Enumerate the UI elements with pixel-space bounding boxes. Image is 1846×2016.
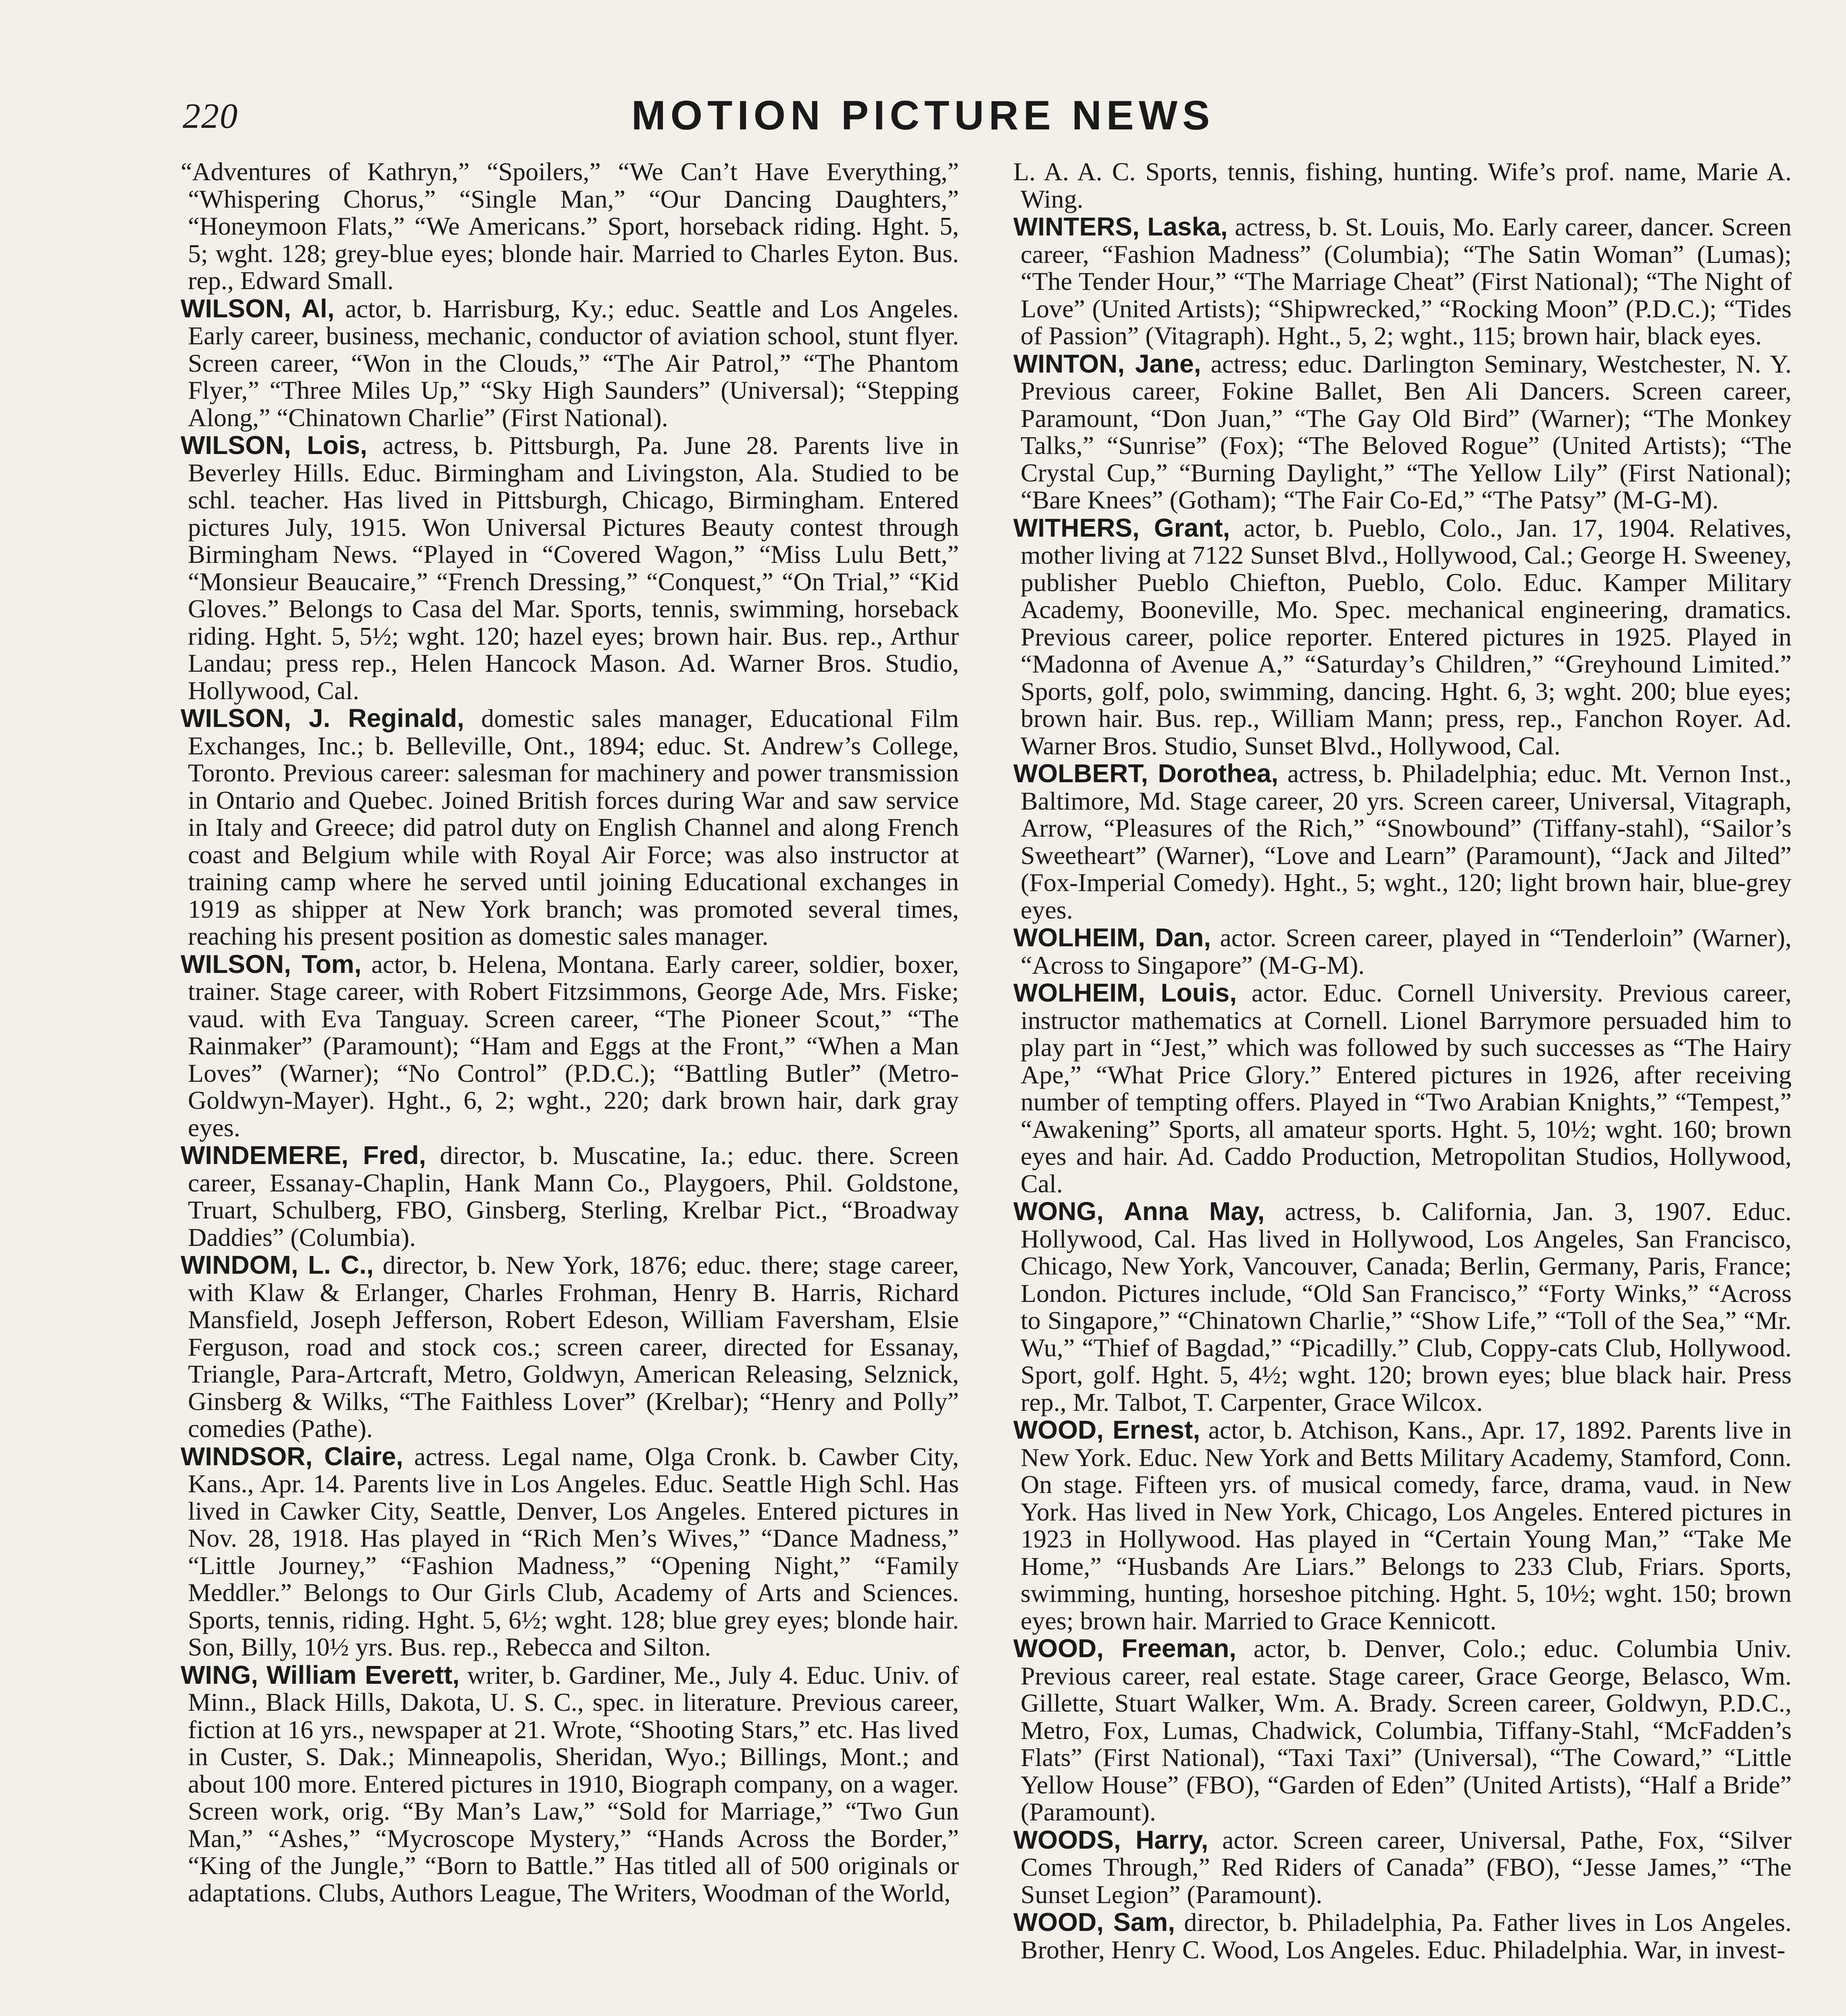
entry-name: WOOD, Sam, (1013, 1908, 1175, 1937)
entry-name: WONG, Anna May, (1013, 1197, 1265, 1226)
entry-name: WINTON, Jane, (1013, 349, 1201, 378)
directory-entry (1013, 924, 1792, 979)
entry-text: actress, b. California, Jan. 3, 1907. Educ. Hollywood, Cal. Has lived in Hollywood, Los Angeles, San Francisco, Chicago, New York, Vancouver, Canada; Berlin, Germany, Paris, France; London. Pictures include, “Old San Francisco,” “Forty Winks,” “Across to Singapore,” “Chinatown Charlie,” “Show Life,” “Toll of the Sea,” “Mr. Wu,” “Thief of Bagdad,” “Picadilly.” Club, Coppy-cats Club, Hollywood. Sport, golf. Hght. 5, 4½; wght. 120; brown eyes; blue black hair. Press rep., Mr. Talbot, T. Carpenter, Grace Wilcox. (1021, 1197, 1792, 1416)
entry-name: WILSON, J. Reginald, (181, 704, 465, 733)
entry-name: WOLBERT, Dorothea, (1013, 759, 1279, 788)
entry-text: actor. Screen career, played in “Tenderloin” (Warner), “Across to Singapore” (M-G-M). (1021, 923, 1792, 979)
entry-text: actress, b. St. Louis, Mo. Early career, dancer. Screen career, “Fashion Madness” (Columbia); “The Satin Woman” (Lumas); “The Tender Hour,” “The Marriage Cheat” (First National); “The Night of Love” (United Artists); “Shipwrecked,” “Rocking Moon” (P.D.C.); “Tides of Passion” (Vitagraph). Hght., 5, 2; wght., 115; brown hair, black eyes. (1021, 212, 1792, 350)
left-column (181, 158, 959, 1906)
directory-entry (1013, 213, 1792, 350)
entry-name: WINDOM, L. C., (181, 1250, 374, 1279)
entry-text: actor, b. Helena, Montana. Early career, soldier, boxer, trainer. Stage career, with Robert Fitzsimmons, George Ade, Mrs. Fiske; vaud. with Eva Tanguay. Screen career, “The Pioneer Scout,” “The Rainmaker” (Paramount); “Ham and Eggs at the Front,” “When a Man Loves” (Warner); “No Control” (P.D.C.); “Battling Butler” (Metro-Goldwyn-Mayer). Hght., 6, 2; wght., 220; dark brown hair, dark gray eyes. (188, 950, 959, 1142)
entry-text: director, b. New York, 1876; educ. there; stage career, with Klaw & Erlanger, Charles Frohman, Henry B. Harris, Richard Mansfield, Joseph Jefferson, Robert Edeson, William Faversham, Elsie Ferguson, road and stock cos.; screen career, directed for Essanay, Triangle, Para-Artcraft, Metro, Goldwyn, American Releasing, Selznick, Ginsberg & Wilks, “The Faithless Lover” (Krelbar); “Henry and Polly” comedies (Pathe). (188, 1251, 959, 1443)
entry-name: WILSON, Lois, (181, 431, 367, 460)
directory-entry (181, 1662, 959, 1907)
entry-text: actor, b. Pueblo, Colo., Jan. 17, 1904. Relatives, mother living at 7122 Sunset Blvd., Hollywood, Cal.; George H. Sweeney, publisher Pueblo Chiefton, Pueblo, Colo. Educ. Kamper Military Academy, Booneville, Mo. Spec. mechanical engineering, dramatics. Previous career, police reporter. Entered pictures in 1925. Played in “Madonna of Avenue A,” “Saturday’s Children,” “Greyhound Limited.” Sports, golf, polo, swimming, dancing. Hght. 6, 3; wght. 200; blue eyes; brown hair. Bus. rep., William Mann; press, rep., Fanchon Royer. Ad. Warner Bros. Studio, Sunset Blvd., Hollywood, Cal. (1021, 513, 1792, 760)
entry-name: WILSON, Al, (181, 294, 335, 323)
entry-text: domestic sales manager, Educational Film Exchanges, Inc.; b. Belleville, Ont., 1894; educ. St. Andrew’s College, Toronto. Previous career: salesman for machinery and power transmission in Ontario and Quebec. Joined British forces during War and saw service in Italy and Greece; did patrol duty on English Channel and along French coast and Belgium while with Royal Air Force; was also instructor at training camp where he served until joining Educational exchanges in 1919 as shipper at New York branch; was promoted several times, reaching his present position as domestic sales manager. (188, 704, 959, 950)
entry-text: actress; educ. Darlington Seminary, Westchester, N. Y. Previous career, Fokine Ballet, Ben Ali Dancers. Screen career, Paramount, “Don Juan,” “The Gay Old Bird” (Warner); “The Monkey Talks,” “Sunrise” (Fox); “The Beloved Rogue” (United Artists); “The Crystal Cup,” “Burning Daylight,” “The Yellow Lily” (First National); “Bare Knees” (Gotham); “The Fair Co-Ed,” “The Patsy” (M-G-M). (1021, 349, 1792, 514)
directory-entry (1013, 1198, 1792, 1416)
directory-entry (181, 1252, 959, 1442)
entry-text: L. A. A. C. Sports, tennis, fishing, hunting. Wife’s prof. name, Marie A. Wing. (1013, 157, 1792, 213)
directory-entry (1013, 350, 1792, 514)
entry-text: actor. Educ. Cornell University. Previous career, instructor mathematics at Cornell. Lionel Barrymore persuaded him to play part in “Jest,” which was followed by such successes as “The Hairy Ape,” “What Price Glory.” Entered pictures in 1926, after receiving number of tempting offers. Played in “Two Arabian Knights,” “Tempest,” “Awakening” Sports, all amateur sports. Hght. 5, 10½; wght. 160; brown eyes and hair. Ad. Caddo Production, Metropolitan Studios, Hollywood, Cal. (1021, 979, 1792, 1198)
directory-entry (1013, 1826, 1792, 1908)
entry-name: WILSON, Tom, (181, 949, 362, 979)
entry-name: WOOD, Ernest, (1013, 1415, 1200, 1444)
entry-name: WINTERS, Laska, (1013, 212, 1228, 241)
directory-entry (1013, 514, 1792, 760)
entry-text: actor, b. Atchison, Kans., Apr. 17, 1892. Parents live in New York. Educ. New York and Betts Military Academy, Stamford, Conn. On stage. Fifteen yrs. of musical comedy, farce, drama, vaud. in New York. Has lived in New York, Chicago, Los Angeles. Entered pictures in 1923 in Hollywood. Has played in “Certain Young Man,” “Take Me Home,” “Husbands Are Liars.” Belongs to 233 Club, Friars. Sports, swimming, hunting, horseshoe pitching. Hght. 5, 10½; wght. 150; brown eyes; brown hair. Married to Grace Kennicott. (1021, 1416, 1792, 1635)
directory-entry (1013, 979, 1792, 1197)
entry-name: WINDEMERE, Fred, (181, 1141, 426, 1170)
entry-text: actress, b. Pittsburgh, Pa. June 28. Parents live in Beverley Hills. Educ. Birmingham and Livingston, Ala. Studied to be schl. teacher. Has lived in Pittsburgh, Chicago, Birmingham. Entered pictures July, 1915. Won Universal Pictures Beauty contest through Birmingham News. “Played in “Covered Wagon,” “Miss Lulu Bett,” “Monsieur Beaucaire,” “French Dressing,” “Conquest,” “On Trial,” “Kid Gloves.” Belongs to Casa del Mar. Sports, tennis, swimming, horseback riding. Hght. 5, 5½; wght. 120; hazel eyes; brown hair. Bus. rep., Arthur Landau; press rep., Helen Hancock Mason. Ad. Warner Bros. Studio, Hollywood, Cal. (188, 431, 959, 705)
directory-entry (181, 432, 959, 704)
directory-entry (181, 158, 959, 294)
entry-name: WING, William Everett, (181, 1660, 460, 1689)
entry-text: actress. Legal name, Olga Cronk. b. Cawber City, Kans., Apr. 14. Parents live in Los Angeles. Educ. Seattle High Schl. Has lived in Cawker City, Seattle, Denver, Los Angeles. Entered pictures in Nov. 28, 1918. Has played in “Rich Men’s Wives,” “Dance Madness,” “Little Journey,” “Fashion Madness,” “Opening Night,” “Family Meddler.” Belongs to Our Girls Club, Academy of Arts and Sciences. Sports, tennis, riding. Hght. 5, 6½; wght. 128; blue grey eyes; blonde hair. Son, Billy, 10½ yrs. Bus. rep., Rebecca and Silton. (188, 1442, 959, 1661)
entry-text: “Adventures of Kathryn,” “Spoilers,” “We Can’t Have Everything,” “Whispering Chorus,” “Single Man,” “Our Dancing Daughters,” “Honeymoon Flats,” “We Americans.” Sport, horseback riding. Hght. 5, 5; wght. 128; grey-blue eyes; blonde hair. Married to Charles Eyton. Bus. rep., Edward Small. (181, 157, 959, 295)
directory-entry (1013, 760, 1792, 923)
entry-text: actor, b. Denver, Colo.; educ. Columbia Univ. Previous career, real estate. Stage career, Grace George, Belasco, Wm. Gillette, Stuart Walker, Wm. A. Brady. Screen career, Goldwyn, P.D.C., Metro, Fox, Lumas, Chadwick, Columbia, Tiffany-Stahl, “McFadden’s Flats” (First National), “Taxi Taxi” (Universal), “The Coward,” “Little Yellow House” (FBO), “Garden of Eden” (United Artists), “Half a Bride” (Paramount). (1021, 1634, 1792, 1826)
directory-entry (1013, 1416, 1792, 1634)
entry-text: actor. Screen career, Universal, Pathe, Fox, “Silver Comes Through,” Red Riders of Canada” (FBO), “Jesse James,” “The Sunset Legion” (Paramount). (1021, 1825, 1792, 1909)
entry-name: WOODS, Harry, (1013, 1825, 1208, 1854)
entry-name: WOLHEIM, Dan, (1013, 923, 1211, 952)
directory-entry (181, 1142, 959, 1251)
directory-entry (181, 295, 959, 431)
entry-text: actress, b. Philadelphia; educ. Mt. Vernon Inst., Baltimore, Md. Stage career, 20 yrs. Screen career, Universal, Vitagraph, Arrow, “Pleasures of the Rich,” “Snowbound” (Tiffany-stahl), “Sailor’s Sweetheart” (Warner), “Love and Learn” (Paramount), “Jack and Jilted” (Fox-Imperial Comedy). Hght., 5; wght., 120; light brown hair, blue-grey eyes. (1021, 759, 1792, 924)
right-column (1013, 158, 1792, 1963)
entry-name: WOLHEIM, Louis, (1013, 978, 1237, 1007)
directory-entry (1013, 158, 1792, 212)
directory-entry (181, 951, 959, 1141)
entry-text: director, b. Philadelphia, Pa. Father lives in Los Angeles. Brother, Henry C. Wood, Los Angeles. Educ. Philadelphia. War, in invest- (1021, 1908, 1792, 1964)
entry-name: WITHERS, Grant, (1013, 513, 1230, 542)
page-title: MOTION PICTURE NEWS (631, 92, 1215, 138)
entry-text: director, b. Muscatine, Ia.; educ. there. Screen career, Essanay-Chaplin, Hank Mann Co., Playgoers, Phil. Goldstone, Truart, Schulberg, FBO, Ginsberg, Sterling, Krelbar Pict., “Broadway Daddies” (Columbia). (188, 1141, 959, 1252)
entry-text: actor, b. Harrisburg, Ky.; educ. Seattle and Los Angeles. Early career, business, mechanic, conductor of aviation school, stunt flyer. Screen career, “Won in the Clouds,” “The Air Patrol,” “The Phantom Flyer,” “Three Miles Up,” “Sky High Saunders” (Universal); “Stepping Along,” “Chinatown Charlie” (First National). (188, 294, 959, 432)
entry-name: WOOD, Freeman, (1013, 1634, 1236, 1663)
directory-entry (1013, 1909, 1792, 1963)
directory-entry (181, 1443, 959, 1661)
page-number: 220 (183, 97, 238, 136)
entry-name: WINDSOR, Claire, (181, 1441, 403, 1471)
directory-entry (181, 705, 959, 950)
directory-entry (1013, 1635, 1792, 1826)
entry-text: writer, b. Gardiner, Me., July 4. Educ. Univ. of Minn., Black Hills, Dakota, U. S. C., spec. in literature. Previous career, fiction at 16 yrs., newspaper at 21. Wrote, “Shooting Stars,” etc. Has lived in Custer, S. Dak.; Minneapolis, Sheridan, Wyo.; Billings, Mont.; and about 100 more. Entered pictures in 1910, Biograph company, on a wager. Screen work, orig. “By Man’s Law,” “Sold for Marriage,” “Two Gun Man,” “Ashes,” “Mycroscope Mystery,” “Hands Across the Border,” “King of the Jungle,” “Born to Battle.” Has titled all of 500 originals or adaptations. Clubs, Authors League, The Writers, Woodman of the World, (188, 1660, 959, 1907)
